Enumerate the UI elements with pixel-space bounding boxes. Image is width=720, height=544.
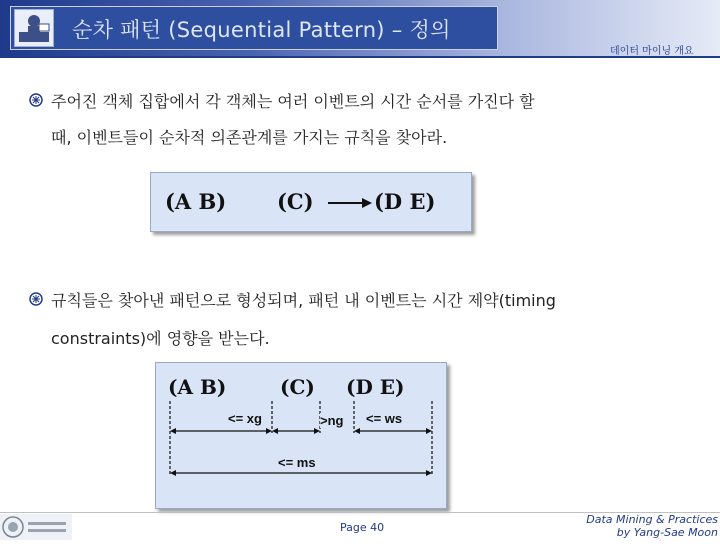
event-group-ab: (A B) xyxy=(165,189,227,214)
max-gap-label: <= xg xyxy=(228,411,262,426)
bullet-icon xyxy=(29,291,43,305)
paragraph-1-line-1: 주어진 객체 집합에서 각 객체는 여러 이벤트의 시간 순서를 가진다 할 xyxy=(51,92,535,111)
page-title: 순차 패턴 (Sequential Pattern) – 정의 xyxy=(72,18,451,42)
paragraph-2-line-1: 규칙들은 찾아낸 패턴으로 형성되며, 패턴 내 이벤트는 시간 제약(timing xyxy=(51,291,556,310)
paragraph-1-line-2: 때, 이벤트들이 순차적 의존관계를 가지는 규칙을 찾아라. xyxy=(51,128,448,147)
arrow-icon xyxy=(326,193,376,213)
event-group-de: (D E) xyxy=(346,375,405,399)
bullet-icon xyxy=(29,92,43,106)
event-group-c: (C) xyxy=(280,375,315,399)
timing-constraints-figure xyxy=(155,362,447,509)
max-span-label: <= ms xyxy=(278,455,316,470)
event-group-ab: (A B) xyxy=(168,375,227,399)
presenter-logo-icon xyxy=(14,9,54,47)
window-size-label: <= ws xyxy=(366,411,403,426)
event-group-de: (D E) xyxy=(374,189,436,214)
min-gap-label: >ng xyxy=(320,413,344,428)
timing-brackets xyxy=(156,363,446,508)
credit-course: Data Mining & Practices xyxy=(586,513,718,526)
footer-credit xyxy=(586,513,718,539)
page-number: Page 40 xyxy=(340,521,385,534)
university-logo-icon xyxy=(0,514,72,540)
section-tag: 데이터 마이닝 개요 xyxy=(610,46,694,57)
paragraph-2-line-2: constraints)에 영향을 받는다. xyxy=(51,329,270,348)
credit-author: by Yang-Sae Moon xyxy=(616,526,718,539)
event-group-c: (C) xyxy=(277,189,314,214)
sequence-figure-1 xyxy=(150,172,472,232)
